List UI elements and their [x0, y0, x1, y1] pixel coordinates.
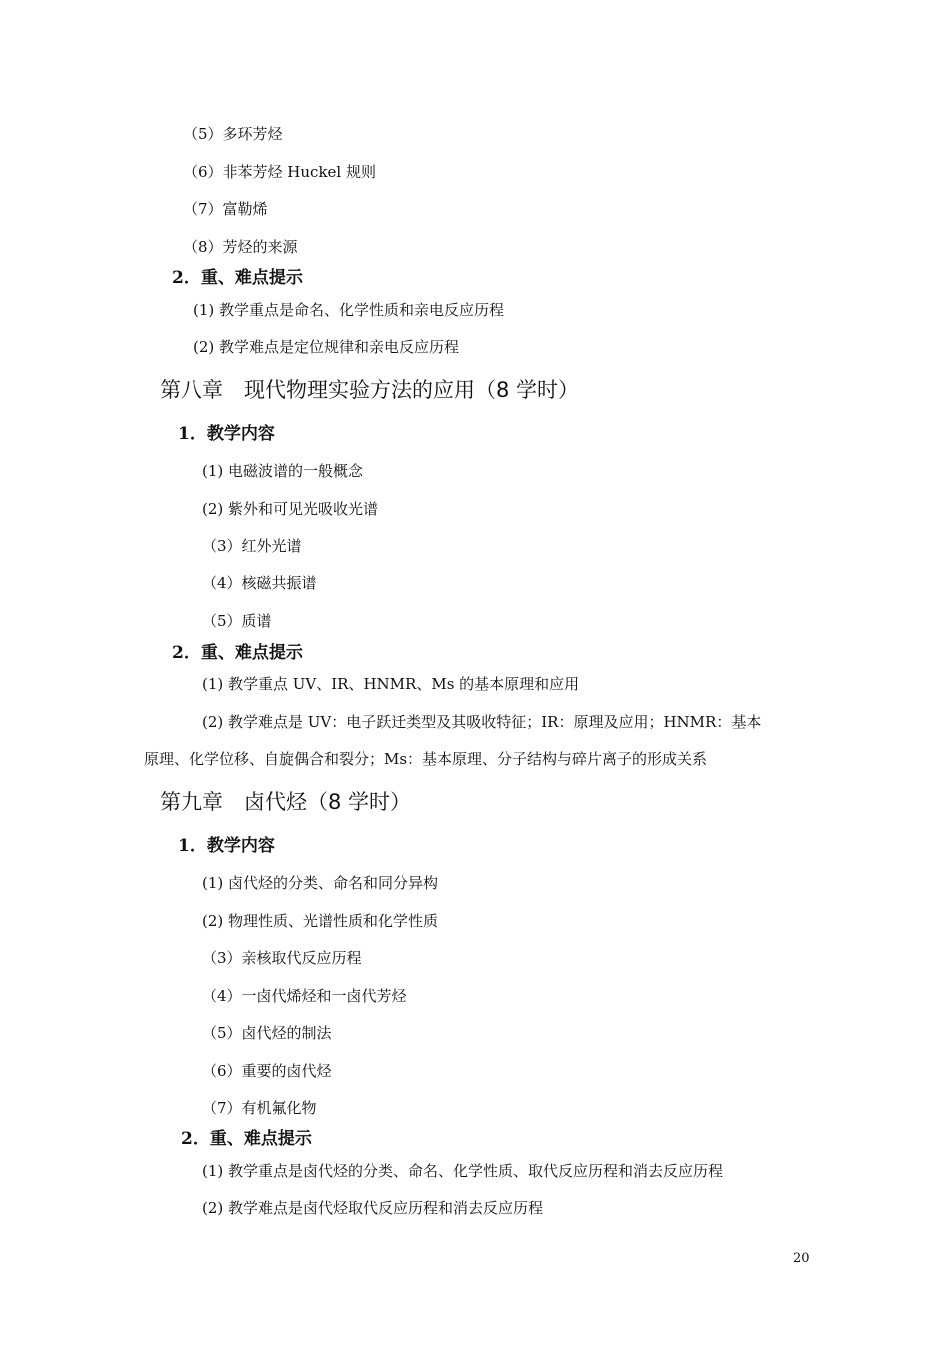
- content-item: （5）质谱: [202, 612, 272, 630]
- content-item: （3）红外光谱: [202, 537, 302, 555]
- content-item: (2) 紫外和可见光吸收光谱: [202, 500, 379, 518]
- key-point: (2) 教学难点是卤代烃取代反应历程和消去反应历程: [202, 1199, 544, 1217]
- key-point: (2) 教学难点是 UV：电子跃迁类型及其吸收特征；IR：原理及应用；HNMR：基本: [202, 713, 762, 731]
- key-points-heading: 2．重、难点提示: [181, 1129, 312, 1149]
- content-item: （3）亲核取代反应历程: [202, 949, 362, 967]
- chapter-title: 第九章 卤代烃（8 学时）: [160, 790, 412, 814]
- content-item: （4）一卤代烯烃和一卤代芳烃: [202, 987, 407, 1005]
- content-item: （5）多环芳烃: [183, 125, 283, 143]
- content-item: (2) 物理性质、光谱性质和化学性质: [202, 912, 439, 930]
- key-points-heading: 2．重、难点提示: [172, 643, 303, 663]
- content-item: (1) 电磁波谱的一般概念: [202, 462, 364, 480]
- content-heading: 1．教学内容: [178, 424, 275, 444]
- content-heading: 1．教学内容: [178, 836, 275, 856]
- content-item: （5）卤代烃的制法: [202, 1024, 332, 1042]
- content-item: （7）有机氟化物: [202, 1099, 317, 1117]
- content-item: （7）富勒烯: [183, 200, 268, 218]
- content-item: （4）核磁共振谱: [202, 574, 317, 592]
- chapter-title: 第八章 现代物理实验方法的应用（8 学时）: [160, 378, 580, 402]
- key-point: (1) 教学重点是卤代烃的分类、命名、化学性质、取代反应历程和消去反应历程: [202, 1162, 724, 1180]
- content-item: (1) 卤代烃的分类、命名和同分异构: [202, 874, 439, 892]
- key-points-heading: 2．重、难点提示: [172, 268, 303, 288]
- content-item: （6）非苯芳烃 Huckel 规则: [183, 163, 376, 181]
- key-point: (1) 教学重点 UV、IR、HNMR、Ms 的基本原理和应用: [202, 675, 580, 693]
- key-point: (1) 教学重点是命名、化学性质和亲电反应历程: [193, 301, 505, 319]
- key-point: (2) 教学难点是定位规律和亲电反应历程: [193, 338, 460, 356]
- key-point-continuation: 原理、化学位移、自旋偶合和裂分；Ms：基本原理、分子结构与碎片离子的形成关系: [144, 750, 708, 768]
- content-item: （6）重要的卤代烃: [202, 1062, 332, 1080]
- content-item: （8）芳烃的来源: [183, 238, 298, 256]
- page-number: 20: [793, 1251, 810, 1266]
